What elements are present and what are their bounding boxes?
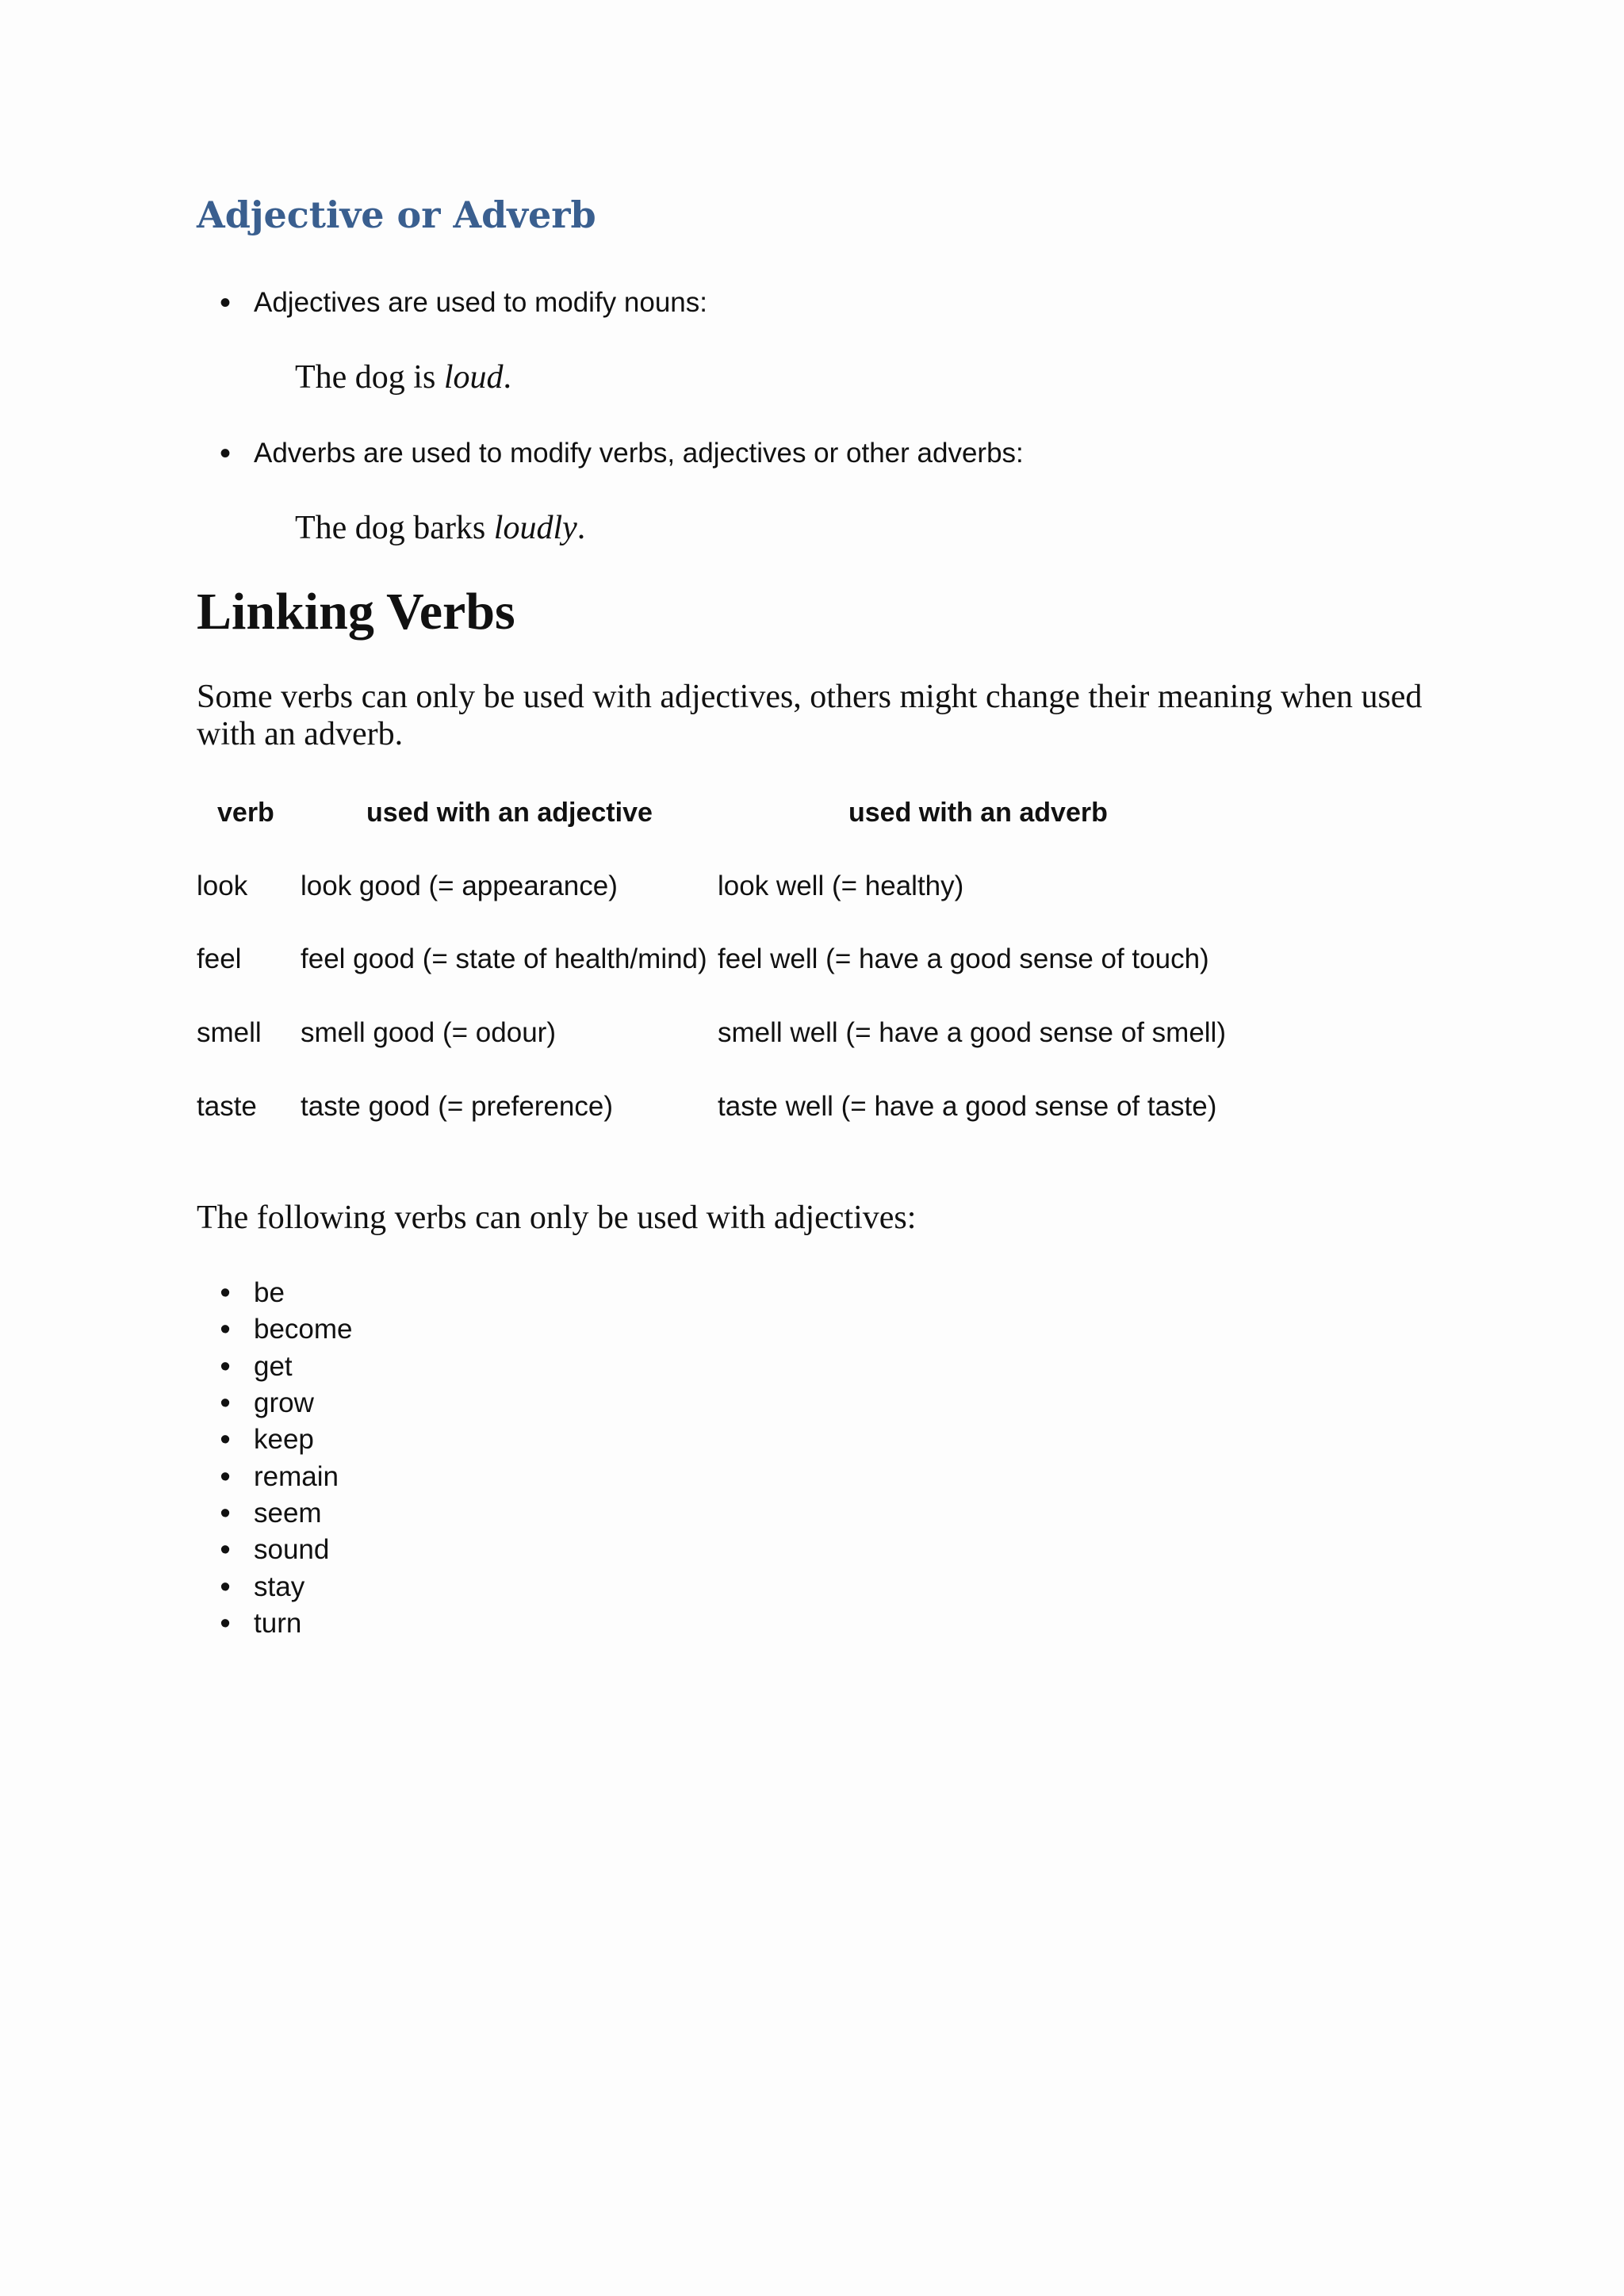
list-item-text: sound bbox=[254, 1534, 330, 1566]
list-item-text: turn bbox=[254, 1607, 302, 1639]
cell-verb: look bbox=[197, 871, 248, 901]
list-item-text: seem bbox=[254, 1497, 322, 1529]
list-item bbox=[197, 1311, 353, 1348]
list-item-text: keep bbox=[254, 1424, 314, 1456]
list-item bbox=[197, 1568, 353, 1605]
bullet-text: Adjectives are used to modify nouns: bbox=[254, 287, 707, 318]
intro-paragraph: Some verbs can only be used with adjectives, others might change their meaning when used with an adverb. bbox=[197, 679, 1423, 752]
list-item bbox=[197, 1385, 353, 1422]
list-item-text: become bbox=[254, 1314, 353, 1345]
list-item-text: be bbox=[254, 1277, 285, 1309]
cell-adverb: feel well (= have a good sense of touch) bbox=[718, 943, 1209, 974]
bullet-dot: • bbox=[220, 1423, 231, 1457]
cell-adverb: look well (= healthy) bbox=[718, 871, 964, 901]
bullet-text: Adverbs are used to modify verbs, adjectives or other adverbs: bbox=[254, 438, 1024, 469]
cell-verb: feel bbox=[197, 943, 242, 974]
header-adverb: used with an adverb bbox=[848, 798, 1108, 828]
list-item-text: stay bbox=[254, 1571, 305, 1602]
cell-adjective: taste good (= preference) bbox=[301, 1091, 613, 1122]
example-sentence bbox=[295, 509, 585, 547]
bullet-dot: • bbox=[220, 1387, 231, 1421]
bullet-dot: • bbox=[220, 1460, 231, 1494]
header-verb: verb bbox=[217, 798, 274, 828]
verb-list bbox=[197, 1275, 353, 1642]
bullet-item bbox=[197, 287, 707, 319]
bullet-dot: • bbox=[220, 1533, 231, 1567]
bullet-dot: • bbox=[220, 1349, 231, 1383]
bullet-dot: • bbox=[220, 1276, 231, 1311]
section-heading: Adjective or Adverb bbox=[197, 193, 596, 236]
bullet-dot: • bbox=[219, 436, 231, 471]
list-item bbox=[197, 1532, 353, 1568]
list-item bbox=[197, 1275, 353, 1311]
header-adjective: used with an adjective bbox=[366, 798, 653, 828]
cell-verb: taste bbox=[197, 1091, 257, 1122]
bullet-dot: • bbox=[220, 1313, 231, 1347]
cell-adjective: feel good (= state of health/mind) bbox=[301, 943, 707, 974]
list-item bbox=[197, 1605, 353, 1642]
cell-verb: smell bbox=[197, 1017, 262, 1048]
list-item bbox=[197, 1495, 353, 1532]
list-item bbox=[197, 1458, 353, 1494]
list-item-text: grow bbox=[254, 1387, 314, 1419]
example-sentence bbox=[295, 358, 511, 396]
example-emphasis: loudly bbox=[493, 510, 577, 546]
example-punct: . bbox=[576, 510, 586, 546]
example-punct: . bbox=[503, 359, 511, 396]
cell-adjective: look good (= appearance) bbox=[301, 871, 618, 901]
bullet-dot: • bbox=[220, 1570, 231, 1604]
following-paragraph: The following verbs can only be used with adjectives: bbox=[197, 1200, 917, 1236]
bullet-dot: • bbox=[220, 1606, 231, 1640]
list-item-text: get bbox=[254, 1350, 293, 1382]
example-text: The dog barks bbox=[295, 510, 494, 546]
cell-adverb: smell well (= have a good sense of smell) bbox=[718, 1017, 1226, 1048]
bullet-item bbox=[197, 438, 1024, 469]
bullet-dot: • bbox=[219, 285, 231, 320]
cell-adverb: taste well (= have a good sense of taste) bbox=[718, 1091, 1217, 1122]
bullet-dot: • bbox=[220, 1496, 231, 1530]
list-item-text: remain bbox=[254, 1460, 339, 1492]
list-item bbox=[197, 1349, 353, 1385]
example-text: The dog is bbox=[295, 359, 444, 396]
list-item bbox=[197, 1422, 353, 1458]
example-emphasis: loud bbox=[443, 359, 504, 396]
cell-adjective: smell good (= odour) bbox=[301, 1017, 556, 1048]
linking-heading: Linking Verbs bbox=[197, 583, 515, 641]
